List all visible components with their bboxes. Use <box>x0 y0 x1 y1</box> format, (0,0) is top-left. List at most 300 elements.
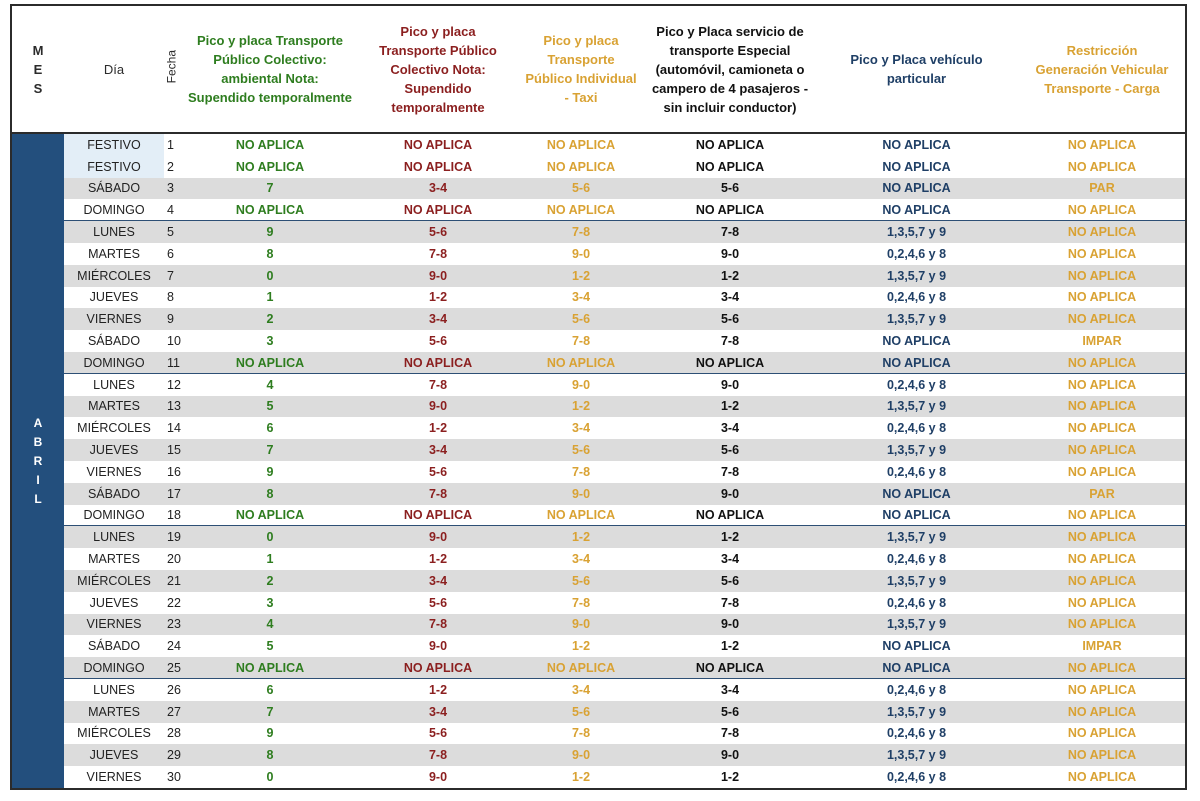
header-particular <box>814 6 1019 132</box>
cell-dia: MIÉRCOLES <box>77 268 151 283</box>
cell-colec: 7 <box>266 443 274 458</box>
table-row <box>64 461 1185 483</box>
header-line: Público Individual <box>525 71 637 86</box>
table-row <box>64 701 1185 723</box>
table-row <box>64 657 1185 679</box>
cell-carga: PAR <box>1089 181 1115 196</box>
cell-part: 0,2,4,6 y 8 <box>886 377 947 392</box>
header-line: temporalmente <box>391 99 485 115</box>
header-line: particular <box>886 71 947 86</box>
cell-fecha: 16 <box>167 464 181 479</box>
cell-tpc: 5-6 <box>428 726 448 741</box>
cell-colec: 9 <box>266 464 274 479</box>
cell-tpc: 3-4 <box>428 704 448 719</box>
cell-fecha: 28 <box>167 726 181 741</box>
table-row <box>64 679 1185 701</box>
cell-part: 0,2,4,6 y 8 <box>886 552 947 567</box>
cell-tpc: 3-4 <box>428 312 448 327</box>
cell-taxi: 7-8 <box>571 225 591 240</box>
cell-esp: 9-0 <box>720 246 740 261</box>
cell-dia: VIERNES <box>86 770 142 784</box>
table-row <box>64 439 1185 461</box>
cell-carga: NO APLICA <box>1067 312 1137 327</box>
header-mes <box>12 6 64 132</box>
cell-carga: NO APLICA <box>1067 421 1137 436</box>
cell-taxi: 5-6 <box>571 573 591 588</box>
cell-dia: SÁBADO <box>87 334 141 349</box>
cell-part: 1,3,5,7 y 9 <box>886 268 947 283</box>
cell-fecha: 23 <box>167 617 181 632</box>
cell-fecha: 5 <box>167 225 174 240</box>
cell-tpc: 5-6 <box>428 464 448 479</box>
table-row <box>64 243 1185 265</box>
cell-esp: NO APLICA <box>695 137 765 152</box>
cell-taxi: 3-4 <box>571 682 591 697</box>
cell-tpc: 7-8 <box>428 377 448 392</box>
cell-colec: 2 <box>266 573 274 588</box>
cell-taxi: 1-2 <box>571 268 591 283</box>
cell-dia: VIERNES <box>86 617 142 632</box>
cell-colec: 4 <box>266 377 274 392</box>
cell-taxi: 1-2 <box>571 639 591 654</box>
header-mes-letter: E <box>33 61 43 77</box>
table-row <box>64 723 1185 745</box>
table-row <box>64 308 1185 330</box>
cell-colec: 7 <box>266 181 274 196</box>
header-taxi <box>516 6 646 132</box>
cell-carga: NO APLICA <box>1067 355 1137 370</box>
cell-fecha: 20 <box>167 552 181 567</box>
cell-fecha: 8 <box>167 290 174 305</box>
cell-fecha: 3 <box>167 181 174 196</box>
cell-colec: 0 <box>266 770 274 784</box>
cell-esp: 9-0 <box>720 377 740 392</box>
cell-carga: NO APLICA <box>1067 225 1137 240</box>
header-line: Transporte <box>547 52 615 67</box>
table-row <box>64 265 1185 287</box>
cell-dia: MARTES <box>88 704 140 719</box>
table-row <box>64 374 1185 396</box>
cell-taxi: NO APLICA <box>546 355 616 370</box>
table-row <box>64 178 1185 200</box>
cell-colec: 8 <box>266 246 274 261</box>
cell-fecha: 27 <box>167 704 181 719</box>
cell-carga: NO APLICA <box>1067 137 1137 152</box>
cell-carga: NO APLICA <box>1067 399 1137 414</box>
cell-colec: 0 <box>266 530 274 545</box>
cell-tpc: 3-4 <box>428 181 448 196</box>
cell-fecha: 10 <box>167 334 181 349</box>
cell-colec: 9 <box>266 225 274 240</box>
cell-esp: 7-8 <box>720 464 740 479</box>
table-row <box>64 483 1185 505</box>
cell-taxi: 7-8 <box>571 595 591 610</box>
header-mes-letter: M <box>32 42 44 58</box>
cell-esp: 1-2 <box>720 268 740 283</box>
cell-colec: 5 <box>266 639 274 654</box>
table-row <box>64 287 1185 309</box>
cell-carga: NO APLICA <box>1067 377 1137 392</box>
cell-colec: NO APLICA <box>235 661 305 676</box>
table-row <box>64 396 1185 418</box>
header-line: - Taxi <box>564 90 598 105</box>
cell-tpc: 5-6 <box>428 334 448 349</box>
cell-part: 1,3,5,7 y 9 <box>886 225 947 240</box>
header-dia: Día <box>103 61 125 77</box>
header-line: Supendido <box>404 80 472 96</box>
cell-dia: DOMINGO <box>83 355 145 370</box>
cell-taxi: 1-2 <box>571 530 591 545</box>
cell-dia: VIERNES <box>86 312 142 327</box>
table-row <box>64 352 1185 374</box>
cell-part: 1,3,5,7 y 9 <box>886 573 947 588</box>
cell-taxi: 5-6 <box>571 704 591 719</box>
table-row <box>64 614 1185 636</box>
pico-y-placa-table <box>10 4 1187 790</box>
cell-part: NO APLICA <box>882 486 951 501</box>
month-letter: A <box>33 415 43 430</box>
cell-taxi: 1-2 <box>571 770 591 784</box>
month-letter: B <box>33 434 43 449</box>
cell-carga: NO APLICA <box>1067 552 1137 567</box>
cell-esp: NO APLICA <box>695 203 765 218</box>
cell-dia: MIÉRCOLES <box>77 726 151 741</box>
cell-carga: NO APLICA <box>1067 748 1137 763</box>
cell-tpc: NO APLICA <box>403 137 473 152</box>
cell-carga: IMPAR <box>1082 639 1122 654</box>
cell-colec: 3 <box>266 595 274 610</box>
cell-fecha: 19 <box>167 530 181 545</box>
cell-esp: 1-2 <box>720 399 740 414</box>
header-line: sin incluir conductor) <box>663 99 797 115</box>
table-header <box>12 6 1185 134</box>
cell-dia: LUNES <box>93 530 135 545</box>
cell-taxi: 9-0 <box>571 246 591 261</box>
cell-taxi: 7-8 <box>571 464 591 479</box>
cell-colec: 8 <box>266 748 274 763</box>
header-line: Pico y placa Transporte <box>197 33 343 48</box>
cell-carga: NO APLICA <box>1067 443 1137 458</box>
cell-esp: 3-4 <box>720 682 740 697</box>
cell-esp: NO APLICA <box>695 661 765 676</box>
cell-fecha: 12 <box>167 377 181 392</box>
cell-taxi: 9-0 <box>571 748 591 763</box>
cell-esp: 9-0 <box>720 486 740 501</box>
cell-fecha: 2 <box>167 159 174 174</box>
cell-colec: NO APLICA <box>235 137 305 152</box>
cell-taxi: 3-4 <box>571 552 591 567</box>
cell-tpc: 9-0 <box>428 399 448 414</box>
cell-part: NO APLICA <box>882 661 951 676</box>
cell-colec: 9 <box>266 726 274 741</box>
cell-fecha: 18 <box>167 508 181 523</box>
cell-carga: NO APLICA <box>1067 508 1137 523</box>
cell-part: 0,2,4,6 y 8 <box>886 682 947 697</box>
cell-fecha: 22 <box>167 595 181 610</box>
cell-part: 1,3,5,7 y 9 <box>886 399 947 414</box>
cell-carga: IMPAR <box>1082 334 1122 349</box>
cell-colec: 5 <box>266 399 274 414</box>
cell-part: NO APLICA <box>882 159 951 174</box>
cell-part: 1,3,5,7 y 9 <box>886 704 947 719</box>
table-row <box>64 744 1185 766</box>
cell-fecha: 21 <box>167 573 181 588</box>
cell-dia: JUEVES <box>89 290 139 305</box>
header-transporte-publico-colectivo <box>360 6 516 132</box>
cell-esp: 7-8 <box>720 595 740 610</box>
cell-dia: LUNES <box>93 225 135 240</box>
cell-colec: 2 <box>266 312 274 327</box>
cell-carga: NO APLICA <box>1067 704 1137 719</box>
cell-taxi: NO APLICA <box>546 661 616 676</box>
cell-colec: NO APLICA <box>235 159 305 174</box>
table-row <box>64 221 1185 243</box>
cell-colec: NO APLICA <box>235 508 305 523</box>
cell-tpc: 9-0 <box>428 268 448 283</box>
cell-part: 0,2,4,6 y 8 <box>886 246 947 261</box>
table-body <box>64 134 1185 788</box>
cell-esp: 5-6 <box>720 312 740 327</box>
cell-carga: NO APLICA <box>1067 617 1137 632</box>
cell-dia: JUEVES <box>89 595 139 610</box>
table-row <box>64 156 1185 178</box>
table-row <box>64 526 1185 548</box>
table-row <box>64 766 1185 788</box>
header-line: Pico y placa <box>400 23 476 39</box>
month-letter: I <box>36 472 40 487</box>
cell-part: 1,3,5,7 y 9 <box>886 312 947 327</box>
cell-esp: 5-6 <box>720 573 740 588</box>
cell-colec: 4 <box>266 617 274 632</box>
cell-part: 0,2,4,6 y 8 <box>886 770 947 784</box>
cell-part: 1,3,5,7 y 9 <box>886 530 947 545</box>
cell-dia: MARTES <box>88 246 140 261</box>
cell-fecha: 17 <box>167 486 181 501</box>
cell-esp: 9-0 <box>720 617 740 632</box>
header-line: Público Colectivo: <box>213 52 327 67</box>
cell-taxi: 7-8 <box>571 726 591 741</box>
cell-esp: 1-2 <box>720 770 740 784</box>
header-especial <box>646 6 814 132</box>
cell-tpc: NO APLICA <box>403 159 473 174</box>
cell-fecha: 1 <box>167 137 174 152</box>
cell-tpc: 9-0 <box>428 530 448 545</box>
cell-part: NO APLICA <box>882 355 951 370</box>
cell-esp: 7-8 <box>720 334 740 349</box>
table-row <box>64 570 1185 592</box>
cell-colec: 7 <box>266 704 274 719</box>
cell-part: 0,2,4,6 y 8 <box>886 290 947 305</box>
cell-dia: SÁBADO <box>87 181 141 196</box>
cell-dia: MIÉRCOLES <box>77 573 151 588</box>
cell-tpc: 5-6 <box>428 225 448 240</box>
cell-taxi: NO APLICA <box>546 159 616 174</box>
cell-tpc: 7-8 <box>428 617 448 632</box>
cell-carga: NO APLICA <box>1067 246 1137 261</box>
cell-fecha: 24 <box>167 639 181 654</box>
cell-taxi: 9-0 <box>571 486 591 501</box>
cell-esp: 3-4 <box>720 552 740 567</box>
cell-carga: NO APLICA <box>1067 682 1137 697</box>
header-line: Supendido temporalmente <box>188 90 352 105</box>
cell-tpc: 7-8 <box>428 486 448 501</box>
cell-dia: DOMINGO <box>83 203 145 218</box>
header-line: ambiental Nota: <box>221 71 319 86</box>
cell-tpc: 1-2 <box>428 682 448 697</box>
cell-tpc: NO APLICA <box>403 203 473 218</box>
cell-carga: NO APLICA <box>1067 726 1137 741</box>
table-row <box>64 330 1185 352</box>
cell-tpc: 5-6 <box>428 595 448 610</box>
cell-carga: NO APLICA <box>1067 573 1137 588</box>
cell-part: 1,3,5,7 y 9 <box>886 443 947 458</box>
cell-fecha: 26 <box>167 682 181 697</box>
cell-carga: NO APLICA <box>1067 203 1137 218</box>
cell-dia: DOMINGO <box>83 508 145 523</box>
cell-part: 0,2,4,6 y 8 <box>886 595 947 610</box>
month-letter: L <box>34 491 42 506</box>
cell-taxi: NO APLICA <box>546 137 616 152</box>
month-letter: R <box>33 453 43 468</box>
cell-colec: 6 <box>266 682 274 697</box>
cell-dia: DOMINGO <box>83 661 145 676</box>
cell-taxi: NO APLICA <box>546 508 616 523</box>
cell-fecha: 13 <box>167 399 181 414</box>
cell-esp: NO APLICA <box>695 508 765 523</box>
header-colectivo-ambiental <box>180 6 360 132</box>
cell-dia: JUEVES <box>89 443 139 458</box>
table-row <box>64 134 1185 156</box>
cell-colec: NO APLICA <box>235 203 305 218</box>
cell-colec: 0 <box>266 268 274 283</box>
cell-dia: SÁBADO <box>87 486 141 501</box>
cell-tpc: 9-0 <box>428 770 448 784</box>
cell-esp: NO APLICA <box>695 355 765 370</box>
cell-part: NO APLICA <box>882 334 951 349</box>
cell-esp: 7-8 <box>720 225 740 240</box>
table-row <box>64 199 1185 221</box>
cell-esp: 9-0 <box>720 748 740 763</box>
cell-part: 0,2,4,6 y 8 <box>886 726 947 741</box>
cell-carga: NO APLICA <box>1067 464 1137 479</box>
cell-carga: NO APLICA <box>1067 268 1137 283</box>
cell-tpc: 3-4 <box>428 573 448 588</box>
cell-carga: NO APLICA <box>1067 595 1137 610</box>
cell-esp: 5-6 <box>720 704 740 719</box>
cell-colec: 8 <box>266 486 274 501</box>
cell-dia: LUNES <box>93 682 135 697</box>
cell-part: NO APLICA <box>882 181 951 196</box>
cell-tpc: 7-8 <box>428 246 448 261</box>
table-row <box>64 635 1185 657</box>
cell-tpc: NO APLICA <box>403 355 473 370</box>
header-line: Transporte - Carga <box>1044 80 1160 96</box>
cell-tpc: 3-4 <box>428 443 448 458</box>
cell-dia: VIERNES <box>86 464 142 479</box>
cell-taxi: 3-4 <box>571 421 591 436</box>
cell-taxi: 5-6 <box>571 443 591 458</box>
cell-colec: NO APLICA <box>235 355 305 370</box>
cell-carga: NO APLICA <box>1067 530 1137 545</box>
cell-colec: 3 <box>266 334 274 349</box>
header-line: Pico y Placa vehículo <box>850 52 983 67</box>
cell-carga: NO APLICA <box>1067 159 1137 174</box>
cell-fecha: 6 <box>167 246 174 261</box>
cell-tpc: NO APLICA <box>403 508 473 523</box>
cell-esp: 1-2 <box>720 530 740 545</box>
cell-carga: PAR <box>1089 486 1115 501</box>
cell-part: NO APLICA <box>882 137 951 152</box>
cell-dia: SÁBADO <box>87 639 141 654</box>
cell-carga: NO APLICA <box>1067 290 1137 305</box>
cell-dia: FESTIVO <box>87 159 141 174</box>
cell-tpc: NO APLICA <box>403 661 473 676</box>
cell-tpc: 1-2 <box>428 421 448 436</box>
header-line: Pico y placa <box>543 33 619 48</box>
header-carga <box>1019 6 1185 132</box>
cell-taxi: 9-0 <box>571 377 591 392</box>
cell-dia: LUNES <box>93 377 135 392</box>
cell-fecha: 7 <box>167 268 174 283</box>
cell-dia: FESTIVO <box>87 137 141 152</box>
cell-taxi: 9-0 <box>571 617 591 632</box>
cell-esp: 3-4 <box>720 421 740 436</box>
cell-fecha: 29 <box>167 748 181 763</box>
cell-tpc: 9-0 <box>428 639 448 654</box>
cell-fecha: 15 <box>167 443 181 458</box>
cell-tpc: 1-2 <box>428 290 448 305</box>
header-line: Transporte Público <box>379 42 497 58</box>
cell-fecha: 9 <box>167 312 174 327</box>
cell-esp: NO APLICA <box>695 159 765 174</box>
cell-tpc: 1-2 <box>428 552 448 567</box>
cell-fecha: 4 <box>167 203 174 218</box>
header-line: Restricción <box>1066 42 1138 58</box>
table-row <box>64 505 1185 527</box>
cell-dia: MARTES <box>88 399 140 414</box>
cell-taxi: 7-8 <box>571 334 591 349</box>
cell-fecha: 14 <box>167 421 181 436</box>
table-row <box>64 548 1185 570</box>
table-row <box>64 592 1185 614</box>
header-line: Colectivo Nota: <box>390 61 486 77</box>
cell-taxi: 5-6 <box>571 181 591 196</box>
cell-esp: 5-6 <box>720 443 740 458</box>
cell-carga: NO APLICA <box>1067 770 1137 784</box>
header-line: Generación Vehicular <box>1035 61 1169 77</box>
cell-taxi: 1-2 <box>571 399 591 414</box>
cell-dia: JUEVES <box>89 748 139 763</box>
cell-esp: 5-6 <box>720 181 740 196</box>
cell-part: 0,2,4,6 y 8 <box>886 464 947 479</box>
cell-colec: 1 <box>266 290 274 305</box>
month-bar <box>12 134 64 788</box>
cell-part: 1,3,5,7 y 9 <box>886 748 947 763</box>
cell-dia: MARTES <box>88 552 140 567</box>
cell-part: 0,2,4,6 y 8 <box>886 421 947 436</box>
header-line: campero de 4 pasajeros - <box>651 80 809 96</box>
header-fecha: Fecha <box>164 50 179 84</box>
header-mes-letter: S <box>33 80 43 96</box>
cell-esp: 7-8 <box>720 726 740 741</box>
cell-taxi: 3-4 <box>571 290 591 305</box>
cell-esp: 3-4 <box>720 290 740 305</box>
header-line: Pico y Placa servicio de <box>656 23 804 39</box>
cell-taxi: 5-6 <box>571 312 591 327</box>
cell-part: 1,3,5,7 y 9 <box>886 617 947 632</box>
header-line: (automóvil, camioneta o <box>655 61 805 77</box>
cell-esp: 1-2 <box>720 639 740 654</box>
